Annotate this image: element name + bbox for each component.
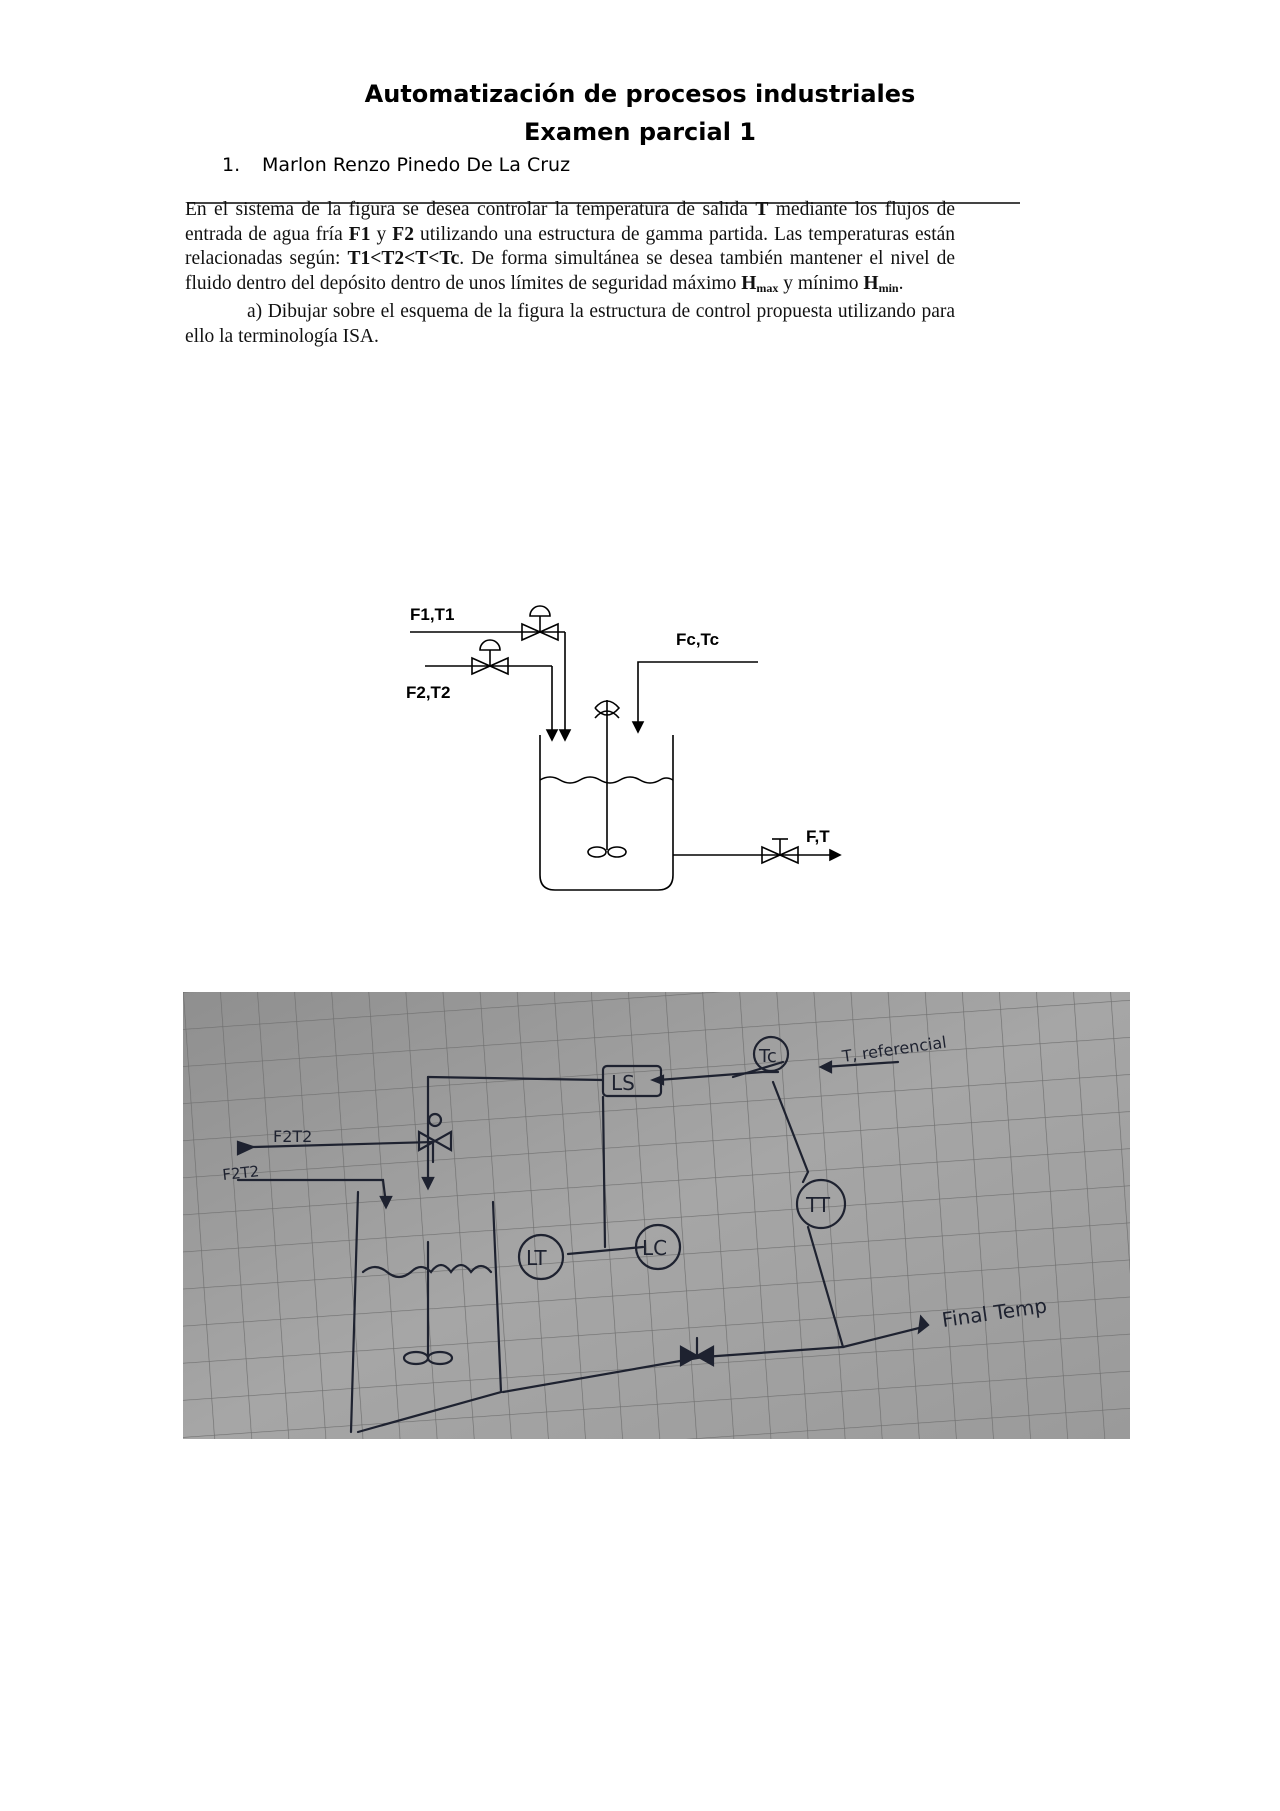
hand-label-f2t2-left: F2T2 (221, 1162, 261, 1184)
f1-arrow (560, 730, 570, 740)
label-fctc: Fc,Tc (676, 630, 720, 649)
label-f1t1: F1,T1 (410, 605, 455, 624)
outlet-arrow (830, 850, 840, 860)
f1-valve-icon (522, 606, 558, 640)
bold-run: T (755, 199, 769, 220)
student-name: Marlon Renzo Pinedo De La Cruz (262, 154, 571, 176)
problem-statement (185, 198, 955, 349)
bold-run: H (741, 272, 757, 294)
subscript-run: max (756, 280, 779, 295)
student-line (222, 154, 570, 176)
subscript-run: min (878, 280, 899, 295)
text-run: En el sistema de la figura se desea controlar la temperatura de salida (185, 199, 756, 220)
text-run: . De forma simultánea se desea también mantener el nivel de fluido dentro del depósito dentro de unos límites de seguridad máximo (185, 248, 955, 294)
process-diagram (390, 590, 870, 910)
handwritten-solution-photo (183, 992, 1130, 1439)
hand-label-ls: LS (611, 1071, 635, 1095)
text-run: y mínimo (778, 272, 864, 294)
text-run: utilizando una estructura de gamma partida. Las temperaturas están relacionadas según: (185, 223, 956, 269)
hand-label-t-ref: T, referencial (840, 1032, 948, 1066)
hand-label-tt: TT (806, 1193, 831, 1217)
hand-label-tc: Tc (759, 1046, 777, 1067)
fc-arrow (633, 722, 643, 732)
bold-run: F2 (392, 223, 414, 245)
bold-run: T1<T2<T<Tc (347, 248, 460, 269)
fc-inlet-line (638, 662, 758, 730)
hand-label-f2t2-top: F2T2 (273, 1127, 313, 1146)
label-ft: F,T (806, 827, 830, 846)
bold-run: H (863, 272, 879, 294)
text-run: y (370, 223, 393, 245)
f2-arrow (547, 730, 557, 740)
hand-label-lc: LC (642, 1236, 668, 1260)
problem-paragraph-2: a) Dibujar sobre el esquema de la figura la estructura de control propuesta utilizando para ello la terminología ISA. (185, 301, 955, 347)
document-title: Automatización de procesos industriales (364, 80, 916, 108)
text-run: mediante los flujos de entrada de agua fría (185, 199, 955, 245)
document-subtitle: Examen parcial 1 (524, 118, 756, 146)
text-run: . (898, 272, 904, 294)
hand-label-lt: LT (526, 1246, 547, 1270)
problem-paragraph-1 (185, 198, 955, 300)
handwritten-sketch (183, 992, 1130, 1439)
f2-valve-icon (472, 640, 508, 674)
hand-label-final-temp: Final Temp (940, 1293, 1049, 1332)
label-f2t2: F2,T2 (406, 683, 451, 702)
student-number: 1. (222, 154, 241, 176)
impeller-icon (588, 847, 606, 857)
outlet-valve-icon (762, 839, 798, 863)
bold-run: F1 (348, 223, 371, 245)
